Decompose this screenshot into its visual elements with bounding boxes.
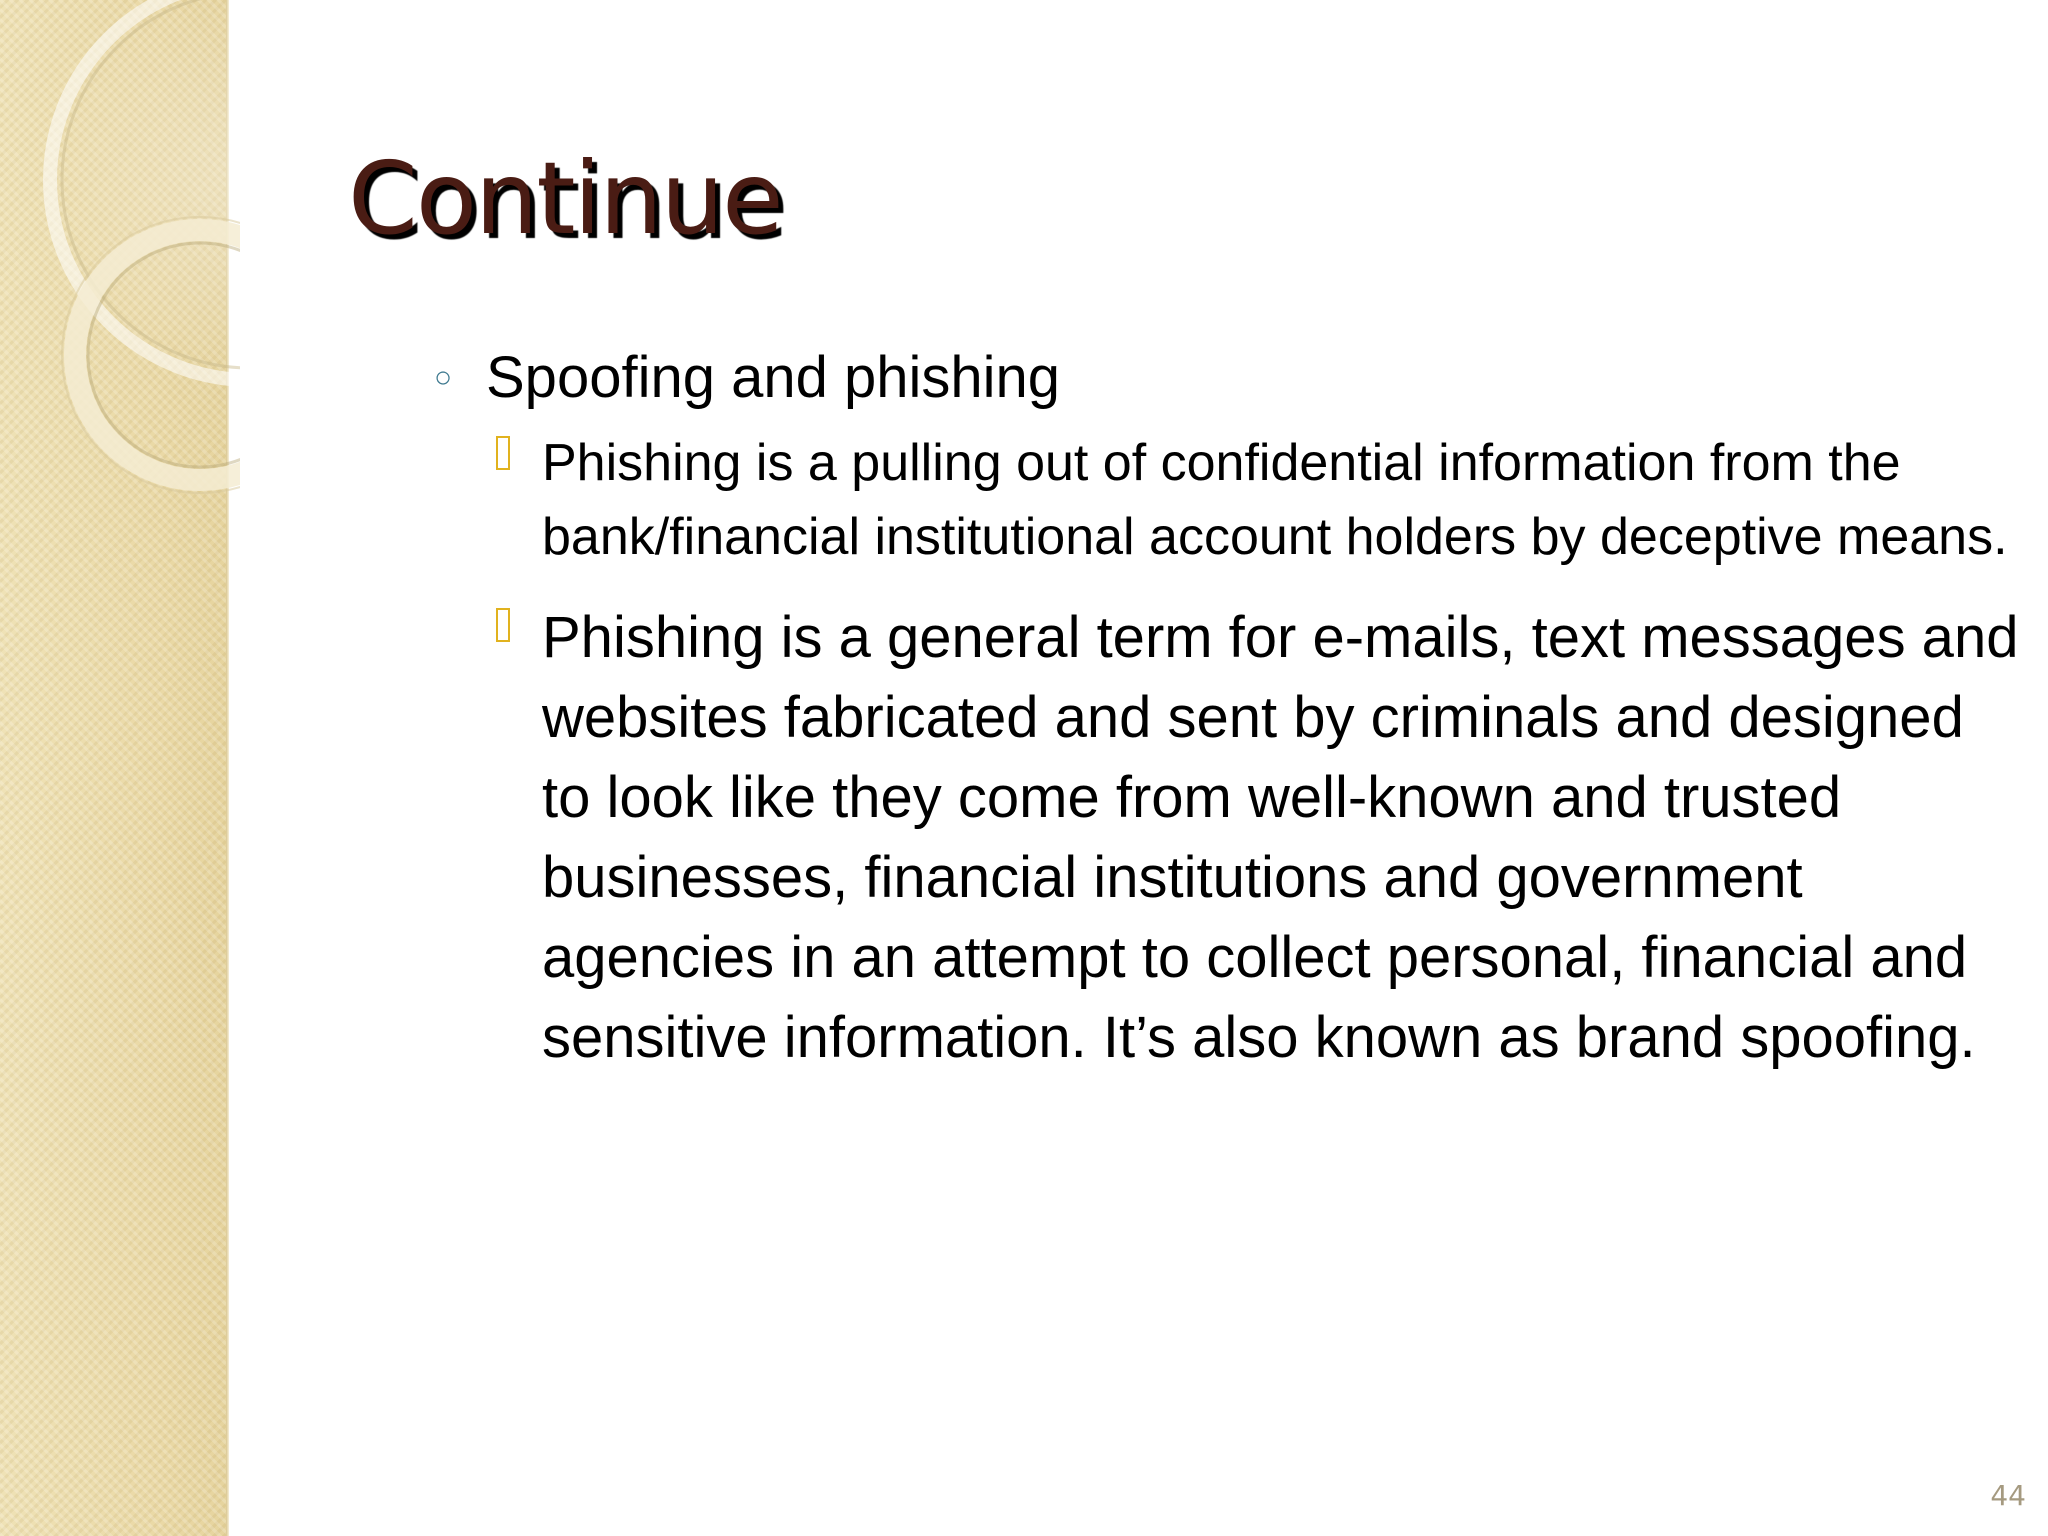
square-bullet-icon	[496, 608, 510, 642]
page-number: 44	[1990, 1479, 2026, 1512]
sub-bullet-item	[542, 598, 2020, 1078]
bullet-item	[430, 340, 2020, 416]
hollow-circle-bullet-icon: ○	[434, 361, 453, 394]
sub-bullet-item	[542, 426, 2020, 574]
sub-bullet-text: Phishing is a pulling out of confidential information from the bank/financial institutional account holders by deceptive means.	[542, 434, 2008, 566]
square-bullet-icon	[496, 436, 510, 470]
slide-title: Continue	[348, 140, 782, 257]
decorative-rings	[0, 0, 240, 520]
bullet-text: Spoofing and phishing	[486, 345, 1061, 410]
sub-bullet-text: Phishing is a general term for e-mails, text messages and websites fabricated and sent by criminals and designed to look like they come from well-known and trusted businesses, financial institutions and government agencies in an attempt to collect personal, financial and sensitive information. It’s also known as brand spoofing.	[542, 605, 2019, 1070]
slide-body	[430, 340, 2020, 1078]
